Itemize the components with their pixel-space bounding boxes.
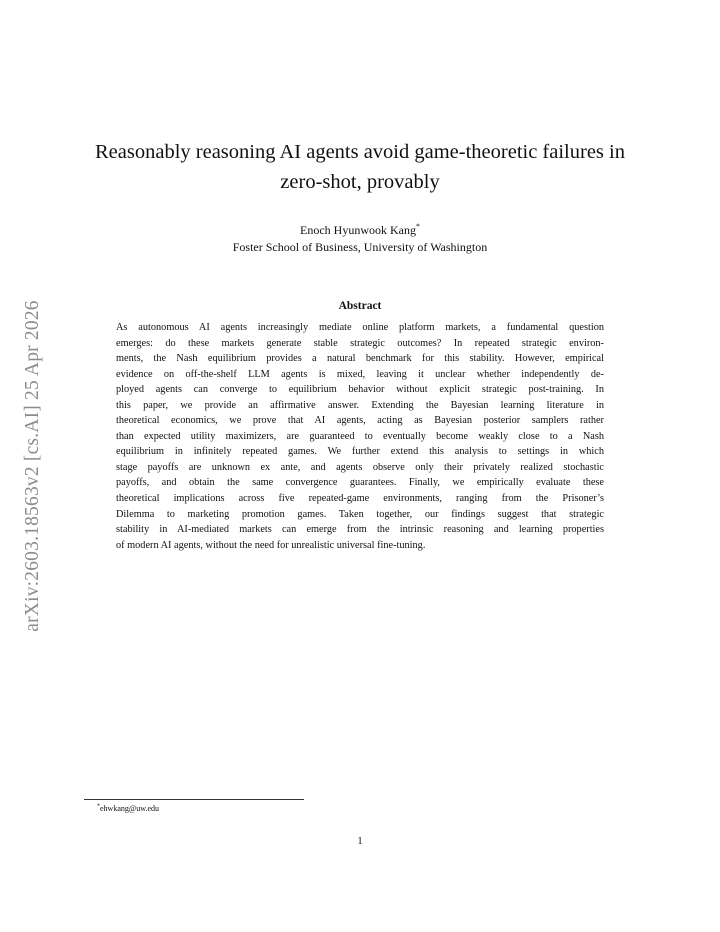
abstract-line: theoretical economics, we prove that AI agents, acting as Bayesian posterior samplers rather bbox=[116, 415, 604, 427]
abstract-line: stability in AI-mediated markets can emerge from the intrinsic reasoning and learning properties bbox=[116, 524, 604, 536]
author-name-line bbox=[80, 222, 640, 239]
abstract-line: ments, the Nash equilibrium provides a natural benchmark for this stability. However, empirical bbox=[116, 353, 604, 365]
abstract-line: theoretical implications across five repeated-game environments, ranging from the Prisoner’s bbox=[116, 493, 604, 505]
abstract-body bbox=[116, 320, 604, 553]
abstract-line: this paper, we provide an affirmative answer. Extending the Bayesian learning literature in bbox=[116, 399, 604, 411]
author-affiliation: Foster School of Business, University of Washington bbox=[232, 240, 488, 254]
title-line-1: Reasonably reasoning AI agents avoid game-theoretic failures in bbox=[95, 141, 625, 163]
footnote-marker: * bbox=[97, 803, 100, 810]
footnote-email: ehwkang@uw.edu bbox=[100, 804, 160, 813]
author-block bbox=[80, 222, 640, 256]
page-number: 1 bbox=[357, 836, 363, 847]
abstract-line: equilibrium in infinitely repeated games. We further extend this analysis to settings in which bbox=[116, 446, 604, 458]
abstract-line: than expected utility maximizers, are guaranteed to eventually become weakly close to a Nash bbox=[116, 430, 604, 442]
abstract-line: stage payoffs are unknown ex ante, and agents observe only their privately realized stochastic bbox=[116, 461, 604, 473]
paper-title bbox=[80, 137, 640, 197]
abstract-line: payoffs, and obtain the same convergence guarantees. Finally, we empirically evaluate these bbox=[116, 477, 604, 489]
footnote bbox=[97, 804, 159, 814]
title-line-2: zero-shot, provably bbox=[280, 171, 440, 193]
abstract-line: evidence on off-the-shelf LLM agents is mixed, leaving it unclear whether independently de- bbox=[116, 368, 604, 380]
abstract-line: As autonomous AI agents increasingly mediate online platform markets, a fundamental question bbox=[116, 322, 604, 333]
abstract-heading: Abstract bbox=[338, 300, 382, 312]
footnote-divider bbox=[84, 799, 304, 800]
arxiv-identifier-stamp: arXiv:2603.18563v2 [cs.AI] 25 Apr 2026 bbox=[22, 300, 43, 632]
abstract-line: emerges: do these markets generate stable strategic outcomes? In repeated strategic environ- bbox=[116, 337, 604, 349]
abstract-line: Dilemma to marketing promotion games. Taken together, our findings suggest that strategic bbox=[116, 508, 604, 520]
abstract-line: ployed agents can converge to equilibrium behavior without explicit strategic post-training. In bbox=[116, 384, 604, 396]
author-name: Enoch Hyunwook Kang bbox=[300, 223, 416, 237]
abstract-line: of modern AI agents, without the need for unrealistic universal fine-tuning. bbox=[116, 539, 426, 551]
author-footnote-marker: * bbox=[415, 222, 420, 231]
